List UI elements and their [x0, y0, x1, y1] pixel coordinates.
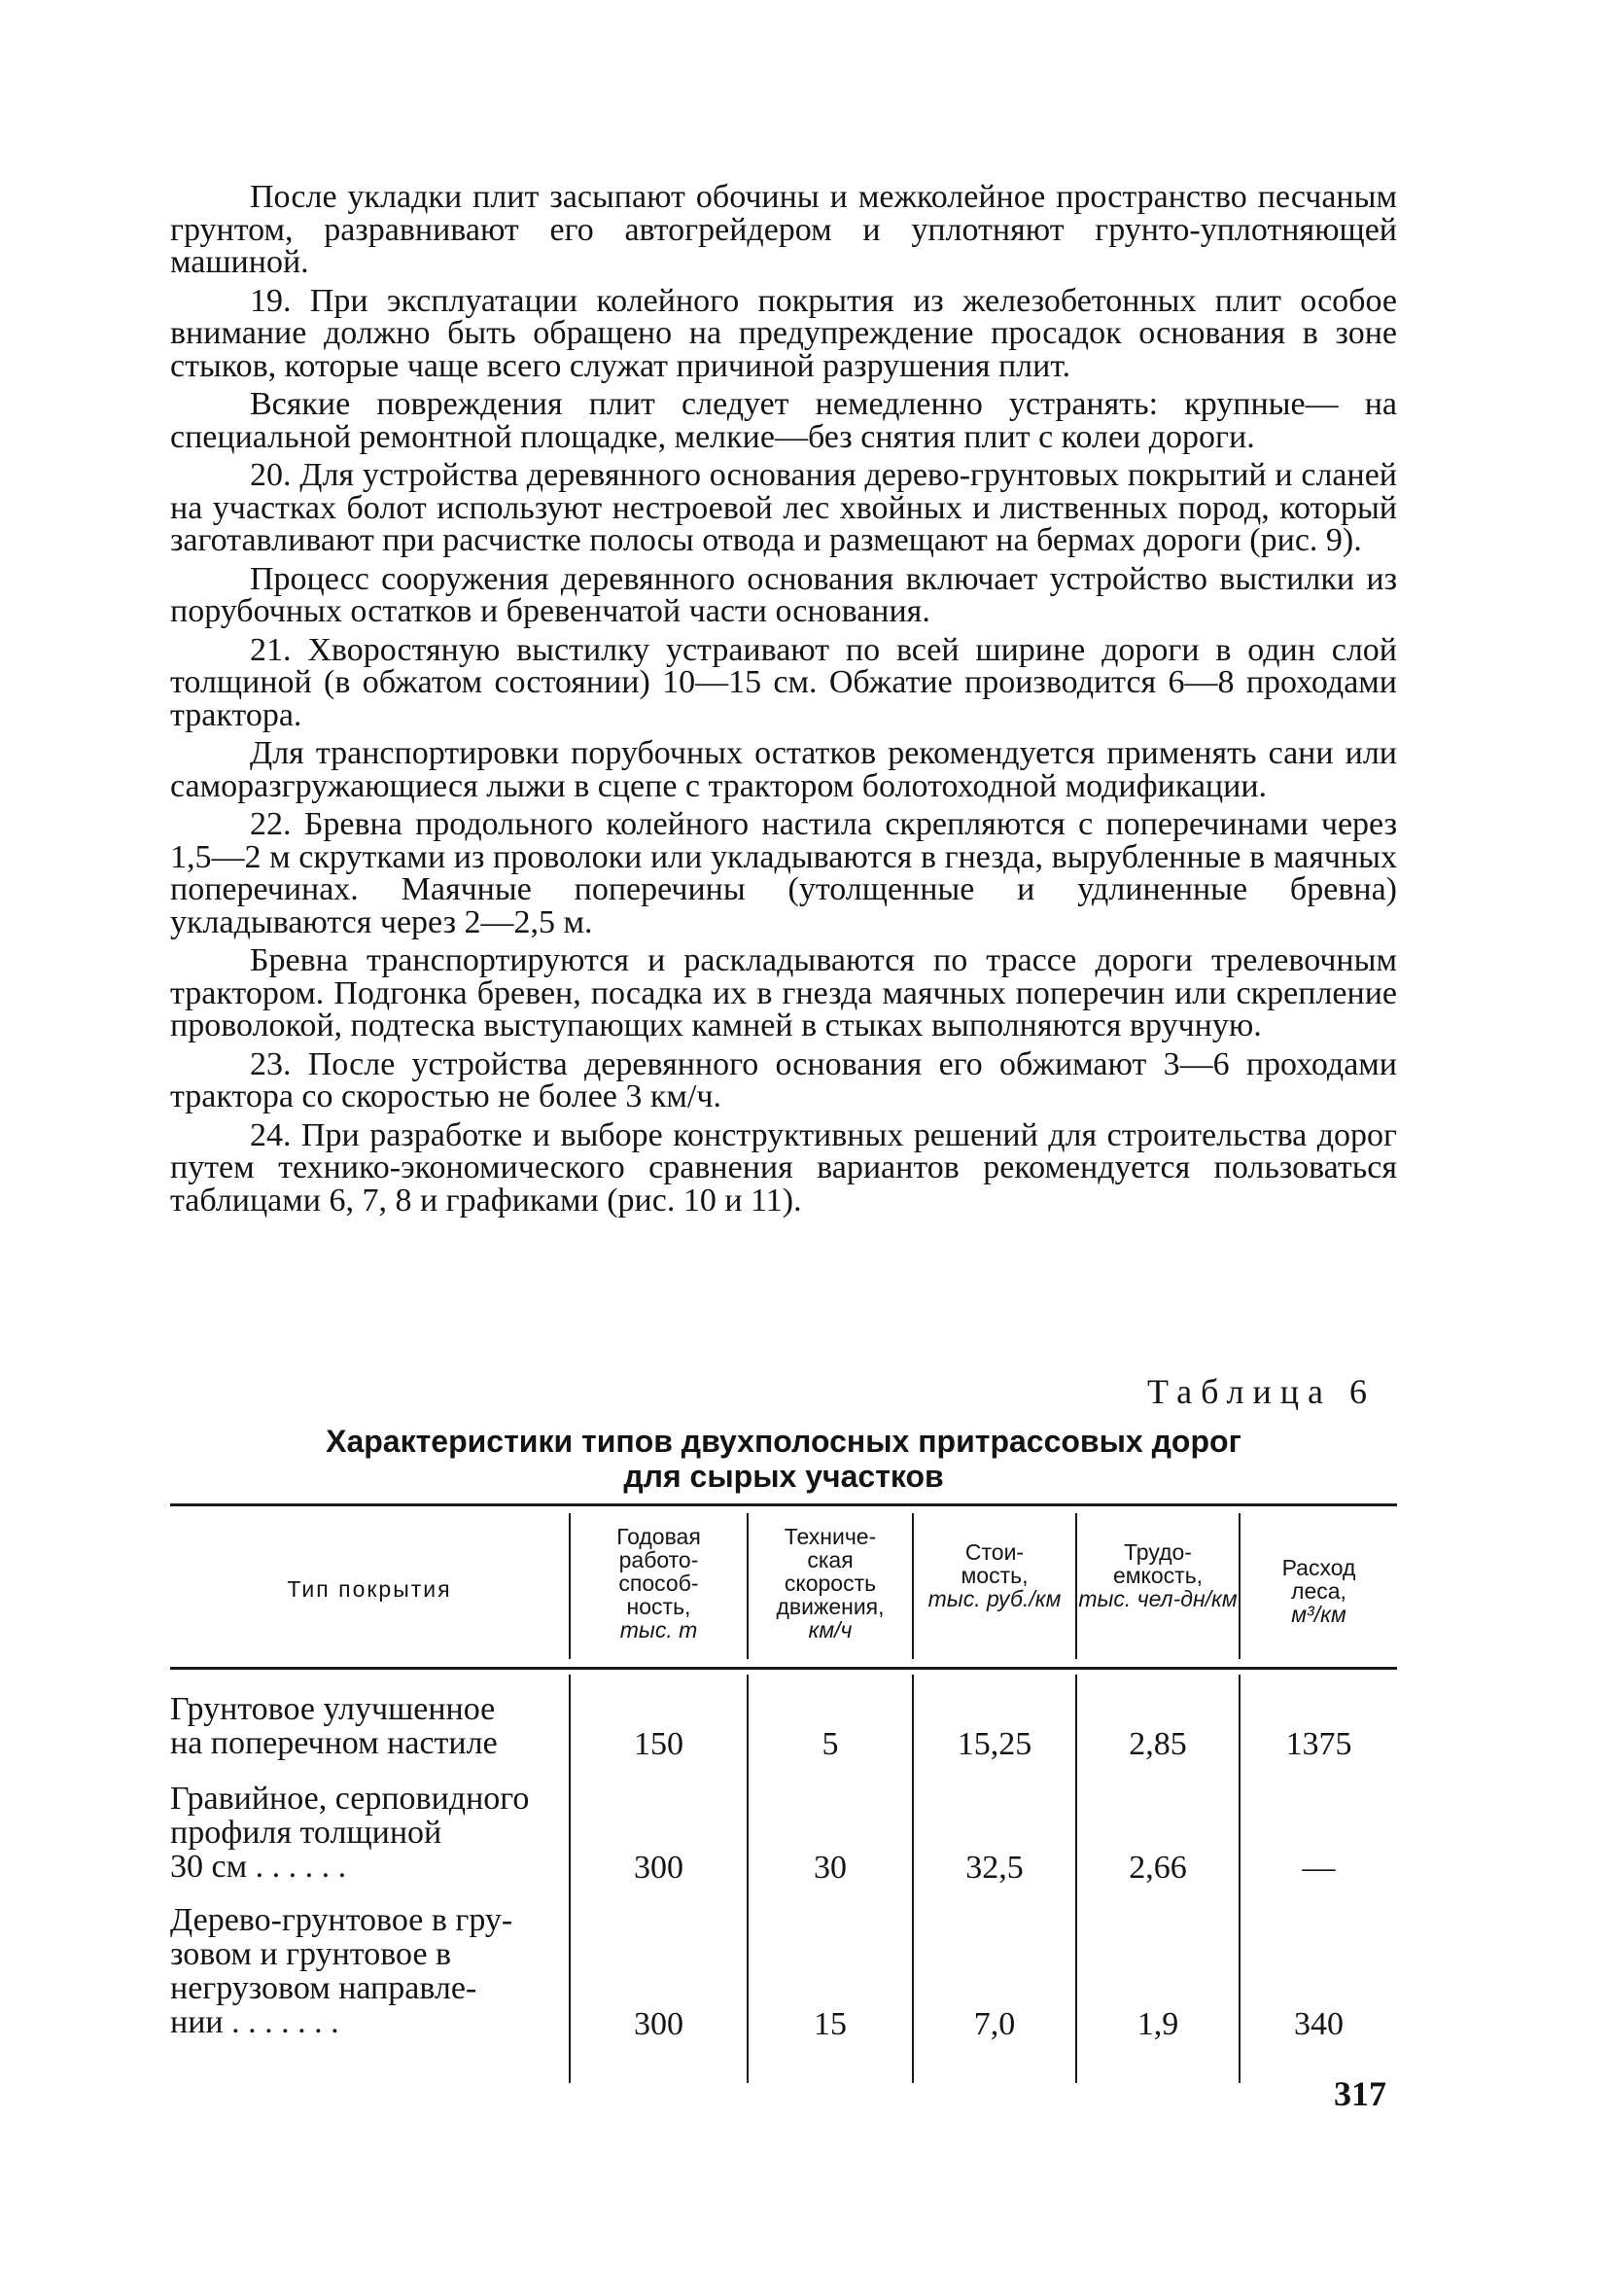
paragraph: Для транспортировки порубочных остатков рекомендуется применять сани или саморазгружающиеся лыжи в сцепе с трактором болотоходной модификации.	[170, 735, 1397, 804]
row-label: Дерево-грунтовое в гру- зовом и грунтовое в негрузовом направле- нии . . . . . . .	[170, 1902, 513, 2040]
paragraph: Бревна транспортируются и раскладываются по трассе дороги трелевочным трактором. Подгонка бревен, посадка их в гнезда маячных поперечин или скрепление проволокой, подтеска выступающих камней в стыках выполняются вручную.	[170, 942, 1397, 1043]
table-cell: 2,66	[1129, 1850, 1187, 1886]
table-cell: 150	[634, 1726, 683, 1762]
table-cell: —	[1302, 1850, 1336, 1886]
paragraph: 19. При эксплуатации колейного покрытия из железобетонных плит особое внимание должно быть обращено на предупреждение просадок основания в зоне стыков, которые чаще всего служат причиной разрушения плит.	[170, 282, 1397, 384]
paragraph: 24. При разработке и выборе конструктивных решений для строительства дорог путем технико-экономического сравнения вариантов рекомендуется пользоваться таблицами 6, 7, 8 и графиками (рис. 10 и 11).	[170, 1116, 1397, 1219]
paragraph: Процесс сооружения деревянного основания включает устройство выстилки из порубочных остатков и бревенчатой части основания.	[170, 560, 1397, 629]
table-title-line: для сырых участков	[623, 1459, 944, 1494]
paragraph: Всякие повреждения плит следует немедленно устранять: крупные— на специальной ремонтной площадке, мелкие—без снятия плит с колеи дороги.	[170, 386, 1397, 455]
table-cell: 15	[814, 2006, 847, 2042]
paragraph: 20. Для устройства деревянного основания дерево-грунтовых покрытий и сланей на участках болот используют нестроевой лес хвойных и лиственных пород, который заготавливают при расчистке полосы отвода и размещают на бермах дороги (рис. 9).	[170, 457, 1397, 558]
paragraph: 22. Бревна продольного колейного настила скрепляются с поперечинами через 1,5—2 м скрутками из проволоки или укладываются в гнезда, вырубленные в маячных поперечинах. Маячные поперечины (утолщенные и удлиненные бревна) укладываются через 2—2,5 м.	[170, 806, 1397, 940]
header-labor: Трудо- емкость, тыс. чел-дн/км	[1078, 1539, 1238, 1611]
table-cell: 15,25	[957, 1726, 1032, 1762]
table-cell: 340	[1294, 2006, 1344, 2042]
table-cell: 2,85	[1129, 1726, 1187, 1762]
page-number: 317	[1334, 2074, 1386, 2113]
table-cell: 32,5	[965, 1850, 1024, 1886]
table-header-rule	[170, 1667, 1397, 1670]
paragraph: После укладки плит засыпают обочины и межколейное пространство песчаным грунтом, разравнивают его автогрейдером и уплотняют грунто-уплотняющей машиной.	[170, 179, 1397, 280]
table-cell: 7,0	[973, 2006, 1016, 2042]
table-cell: 5	[821, 1726, 839, 1762]
header-speed: Техниче- ская скорость движения, км/ч	[776, 1524, 885, 1643]
table-title	[170, 1424, 1397, 1494]
header-coating-type: Тип покрытия	[287, 1576, 452, 1602]
header-annual-capacity: Годовая работо- способ- ность, тыс. т	[616, 1524, 701, 1643]
table-cell: 1375	[1285, 1726, 1352, 1762]
body-text	[170, 181, 1397, 1222]
row-label: Гравийное, серповидного профиля толщиной 30 см . . . . . .	[170, 1781, 530, 1885]
header-cost: Стои- мость, тыс. руб./км	[927, 1539, 1062, 1611]
table-top-rule	[170, 1503, 1397, 1506]
paragraph: 21. Хворостяную выстилку устраивают по всей ширине дороги в один слой толщиной (в обжатом состоянии) 10—15 см. Обжатие производится 6—8 проходами трактора.	[170, 631, 1397, 733]
header-wood-use: Расход леса, м³/км	[1281, 1555, 1356, 1627]
table-cell: 300	[634, 2006, 683, 2042]
table-cell: 1,9	[1136, 2006, 1179, 2042]
paragraph: 23. После устройства деревянного основания его обжимают 3—6 проходами трактора со скоростью не более 3 км/ч.	[170, 1045, 1397, 1114]
table-title-line: Характеристики типов двухполосных притрассовых дорог	[326, 1424, 1241, 1459]
table-label: Таблица 6	[1147, 1372, 1376, 1411]
table-cell: 30	[814, 1850, 847, 1886]
table-cell: 300	[634, 1850, 683, 1886]
row-label: Грунтовое улучшенное на поперечном настиле	[170, 1691, 498, 1761]
